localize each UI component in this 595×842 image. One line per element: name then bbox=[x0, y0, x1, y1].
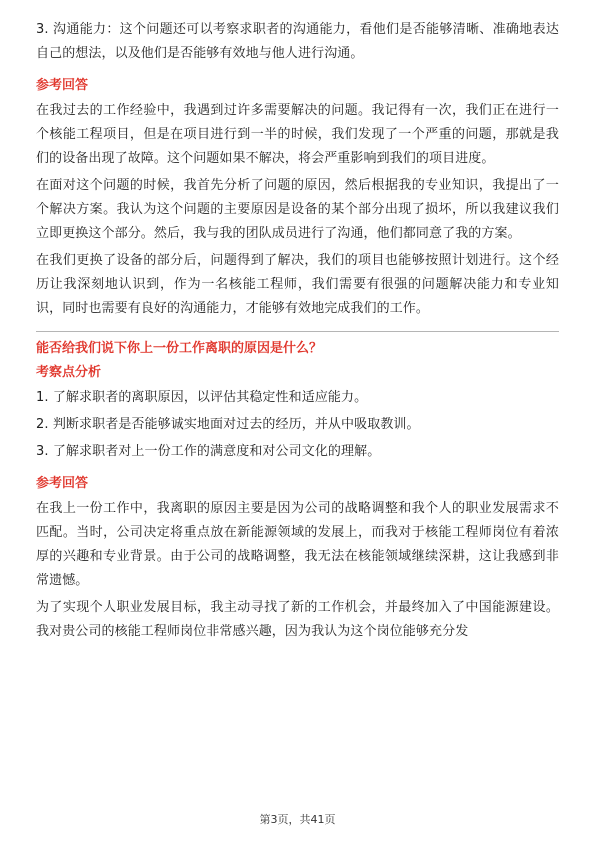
analysis-item: 3. 了解求职者对上一份工作的满意度和对公司文化的理解。 bbox=[36, 444, 381, 459]
question-title: 能否给我们说下你上一份工作离职的原因是什么？ bbox=[36, 341, 323, 356]
answer-paragraph: 在面对这个问题的时候，我首先分析了问题的原因，然后根据我的专业知识，我提出了一个解决方案。我认为这个问题的主要原因是设备的某个部分出现了损坏，所以我建议我们立即更换这个部分。然后，我与我的团队成员进行了沟通，他们都同意了我的方案。 bbox=[36, 178, 559, 241]
answer-paragraph: 在我上一份工作中，我离职的原因主要是因为公司的战略调整和我个人的职业发展需求不匹配。当时，公司决定将重点放在新能源领域的发展上，而我对于核能工程师岗位有着浓厚的兴趣和专业背景。由于公司的战略调整，我无法在核能领域继续深耕，这让我感到非常遗憾。 bbox=[36, 501, 559, 588]
answer-paragraph: 在我过去的工作经验中，我遇到过许多需要解决的问题。我记得有一次，我们正在进行一个核能工程项目，但是在项目进行到一半的时候，我们发现了一个严重的问题，那就是我们的设备出现了故障。这个问题如果不解决，将会严重影响到我们的项目进度。 bbox=[36, 103, 559, 166]
reference-answer-heading: 参考回答 bbox=[36, 78, 89, 93]
analysis-heading: 考察点分析 bbox=[36, 365, 102, 380]
reference-answer-heading: 参考回答 bbox=[36, 476, 89, 491]
answer-paragraph: 为了实现个人职业发展目标，我主动寻找了新的工作机会，并最终加入了中国能源建设。我对贵公司的核能工程师岗位非常感兴趣，因为我认为这个岗位能够充分发 bbox=[36, 600, 559, 639]
section-divider bbox=[36, 331, 559, 332]
document-body bbox=[36, 18, 559, 647]
page-number: 第3页，共41页 bbox=[259, 813, 336, 826]
analysis-item-3: 3. 沟通能力：这个问题还可以考察求职者的沟通能力，看他们是否能够清晰、准确地表达自己的想法，以及他们是否能够有效地与他人进行沟通。 bbox=[36, 22, 559, 61]
answer-paragraph: 在我们更换了设备的部分后，问题得到了解决，我们的项目也能够按照计划进行。这个经历让我深刻地认识到，作为一名核能工程师，我们需要有很强的问题解决能力和专业知识，同时也需要有良好的沟通能力，才能够有效地完成我们的工作。 bbox=[36, 253, 559, 316]
analysis-item: 1. 了解求职者的离职原因，以评估其稳定性和适应能力。 bbox=[36, 390, 368, 405]
analysis-item: 2. 判断求职者是否能够诚实地面对过去的经历，并从中吸取教训。 bbox=[36, 417, 420, 432]
